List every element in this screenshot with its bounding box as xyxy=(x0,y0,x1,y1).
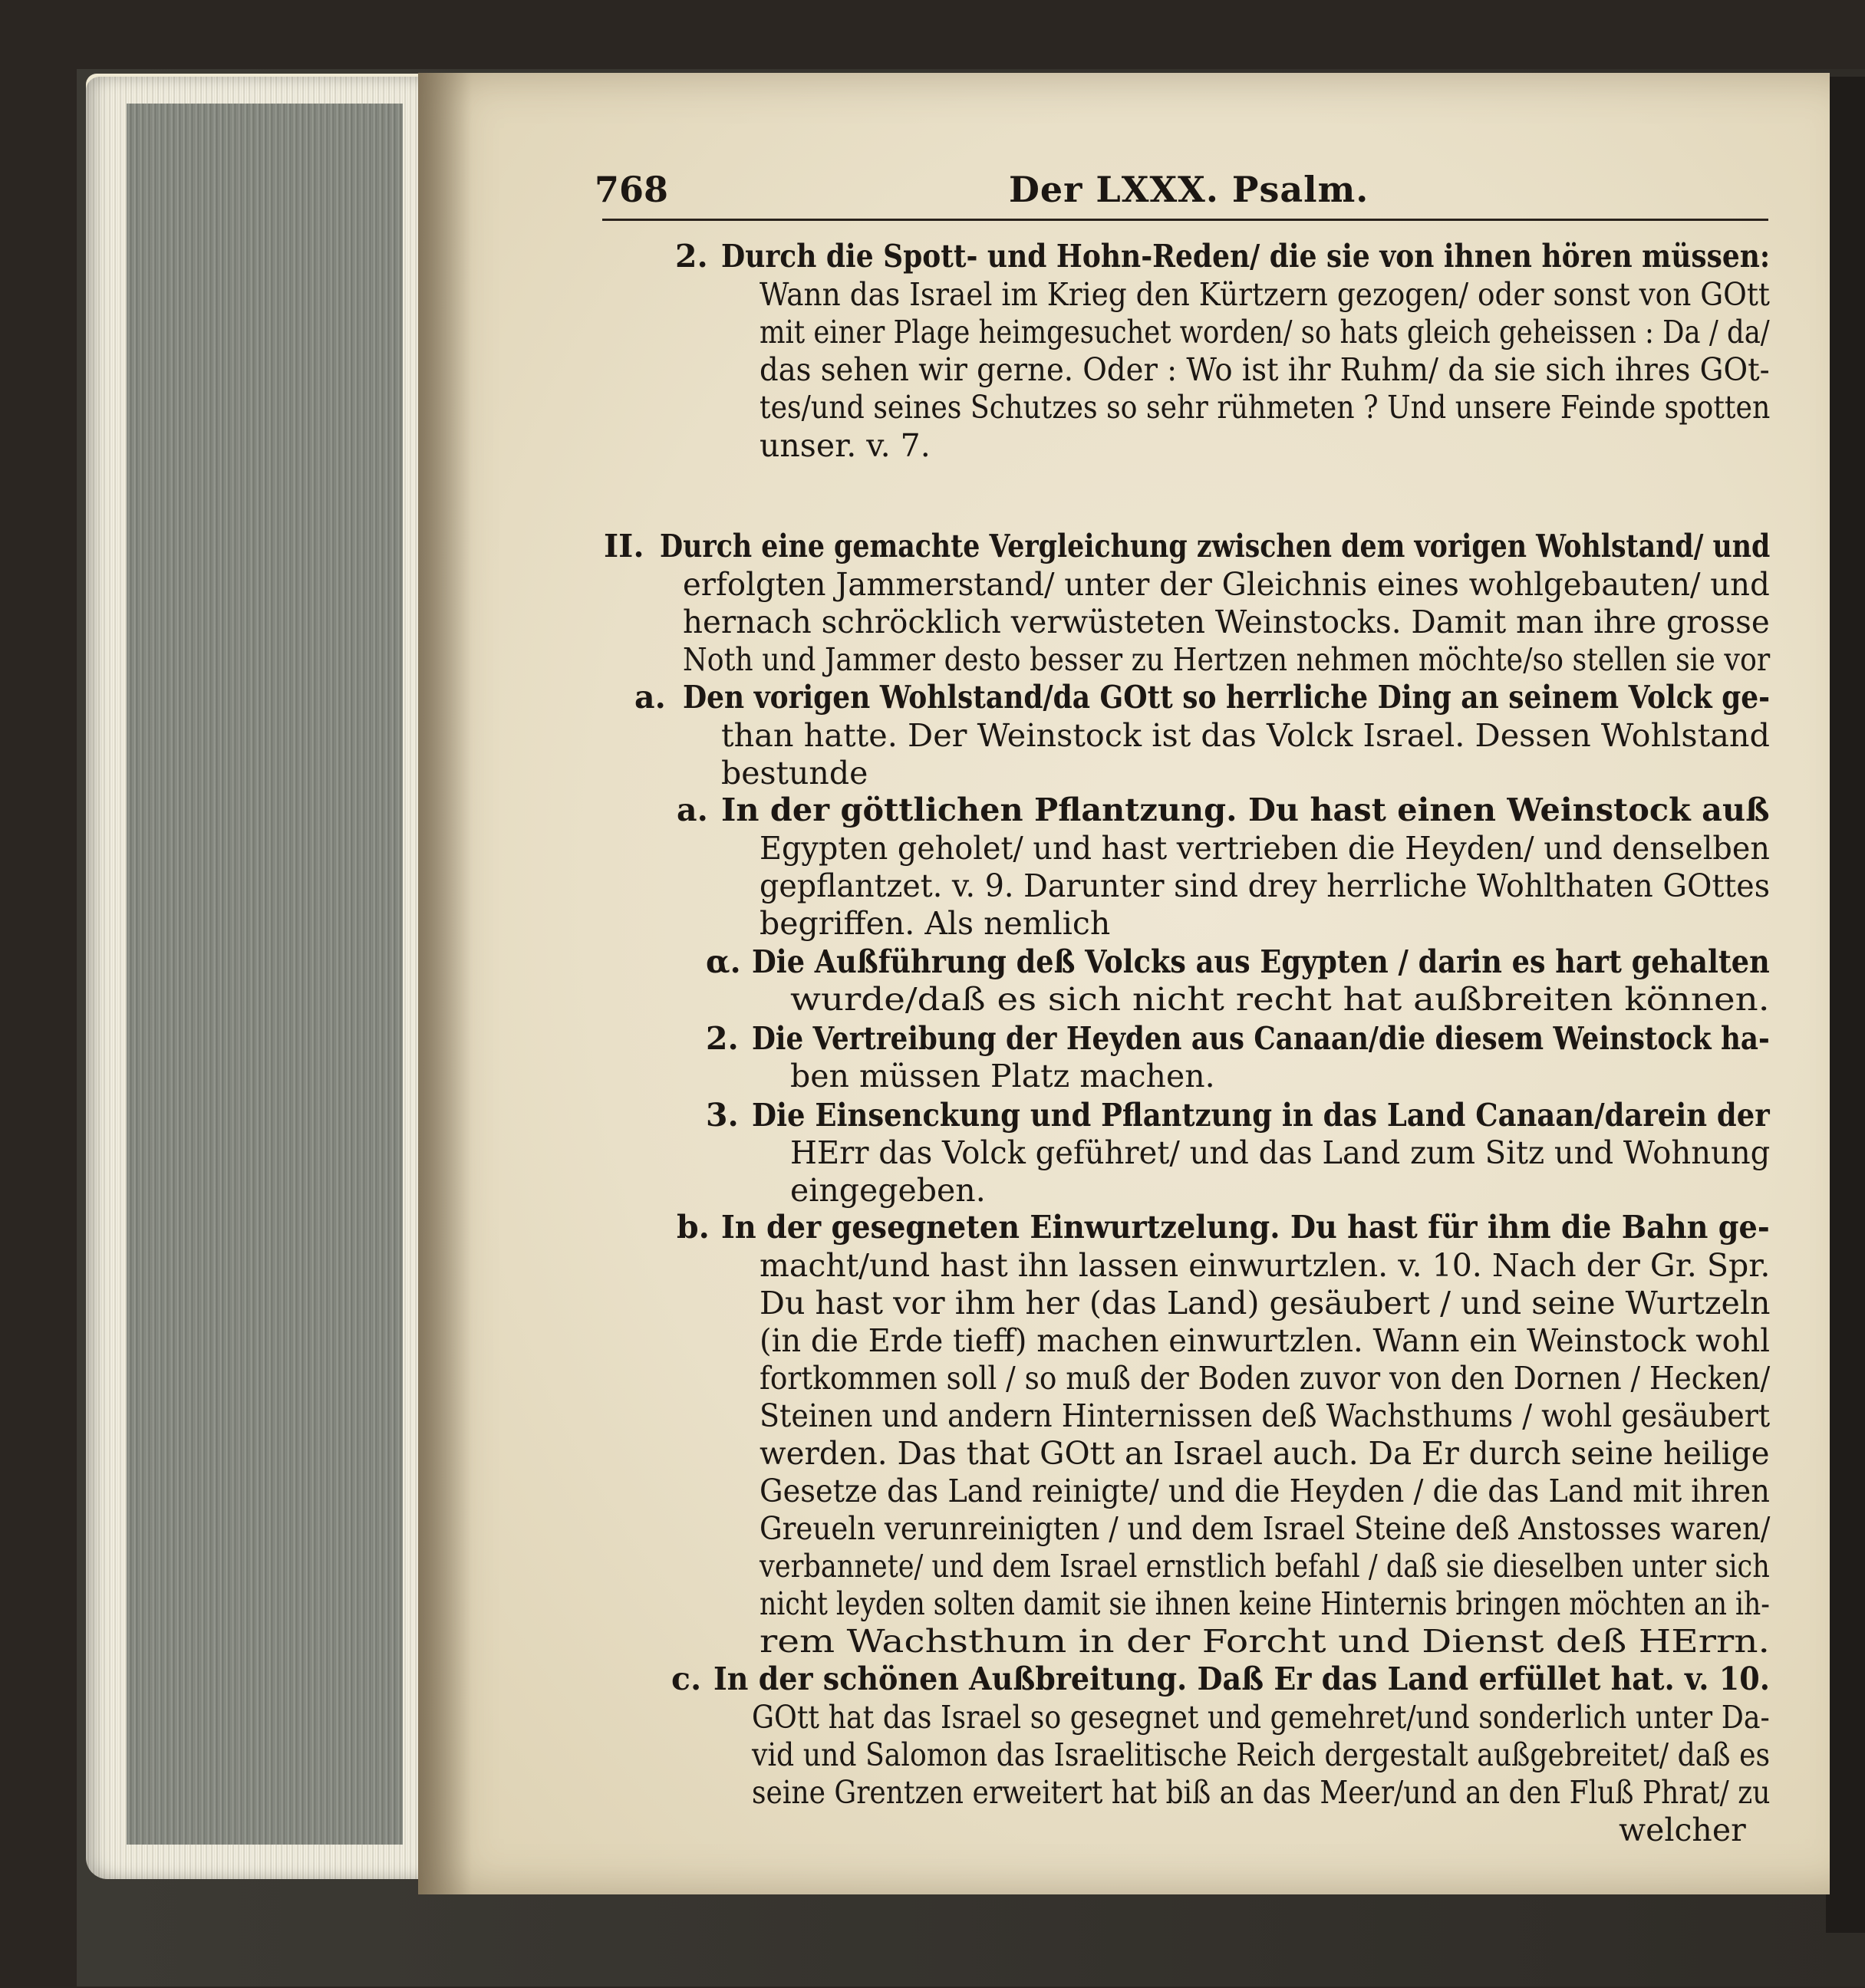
text-line: In der göttlichen Pflantzung. Du hast einen Weinstock auß xyxy=(721,792,1770,828)
text-line: Die Vertreibung der Heyden aus Canaan/die diesem Weinstock ha- xyxy=(752,1020,1770,1057)
header-rule xyxy=(602,219,1768,221)
text-line: Du hast vor ihm her (das Land) gesäubert / und seine Wurtzeln xyxy=(760,1285,1771,1321)
text-line: macht/und hast ihn lassen einwurtzlen. v. 10. Nach der Gr. Spr. xyxy=(760,1247,1771,1284)
text-line: werden. Das that GOtt an Israel auch. Da Er durch seine heilige xyxy=(760,1435,1770,1472)
text-line: gepflantzet. v. 9. Darunter sind drey herrliche Wohlthaten GOttes xyxy=(760,867,1771,904)
marker-b: b. xyxy=(677,1209,710,1246)
marker-c: c. xyxy=(671,1661,702,1697)
text-line: das sehen wir gerne. Oder : Wo ist ihr Ruhm/ da sie sich ihres GOt- xyxy=(760,351,1770,388)
text-line: tes/und seines Schutzes so sehr rühmeten ? Und unsere Feinde spotten xyxy=(760,389,1771,426)
page-number: 768 xyxy=(595,169,669,210)
marker-3-sub: 3. xyxy=(706,1097,739,1134)
text-line: Gesetze das Land reinigte/ und die Heyden / die das Land mit ihren xyxy=(760,1473,1770,1509)
text-line: bestunde xyxy=(721,755,868,792)
text-line: rem Wachsthum in der Forcht und Dienst deß HErrn. xyxy=(760,1623,1771,1660)
printed-page xyxy=(418,73,1830,1894)
text-line: Noth und Jammer desto besser zu Hertzen nehmen möchte/so stellen sie vor xyxy=(683,641,1771,678)
text-line: than hatte. Der Weinstock ist das Volck Israel. Dessen Wohlstand xyxy=(721,717,1771,754)
text-line: (in die Erde tieff) machen einwurtzlen. Wann ein Weinstock wohl xyxy=(760,1322,1771,1359)
text-line: Durch eine gemachte Vergleichung zwischen dem vorigen Wohlstand/ und xyxy=(660,528,1771,564)
text-line: eingegeben. xyxy=(790,1172,986,1209)
text-line: ben müssen Platz machen. xyxy=(790,1058,1215,1094)
text-line: fortkommen soll / so muß der Boden zuvor von den Dornen / Hecken/ xyxy=(760,1360,1771,1397)
text-line: In der schönen Außbreitung. Daß Er das Land erfüllet hat. v. 10. xyxy=(713,1661,1770,1697)
text-line: erfolgten Jammerstand/ unter der Gleichnis eines wohlgebauten/ und xyxy=(683,566,1770,603)
text-line: Egypten geholet/ und hast vertrieben die Heyden/ und denselben xyxy=(760,830,1770,867)
marker-2: 2. xyxy=(675,238,708,275)
text-line: Greueln verunreinigten / und dem Israel Steine deß Anstosses waren/ xyxy=(760,1510,1771,1547)
text-line: mit einer Plage heimgesuchet worden/ so hats gleich geheissen : Da / da/ xyxy=(760,314,1770,351)
text-line: Die Außführung deß Volcks aus Egypten / darin es hart gehalten xyxy=(752,943,1770,980)
text-line: wurde/daß es sich nicht recht hat außbreiten können. xyxy=(790,981,1770,1018)
running-title: Der LXXX. Psalm. xyxy=(1009,169,1369,210)
text-line: begriffen. Als nemlich xyxy=(760,905,1111,942)
text-line: In der gesegneten Einwurtzelung. Du hast für ihm die Bahn ge- xyxy=(721,1209,1770,1246)
text-line: Durch die Spott- und Hohn-Reden/ die sie von ihnen hören müssen: xyxy=(721,238,1771,275)
marker-2-sub: 2. xyxy=(706,1020,739,1057)
text-line: seine Grentzen erweitert hat biß an das Meer/und an den Fluß Phrat/ zu xyxy=(752,1774,1771,1811)
text-line: GOtt hat das Israel so gesegnet und gemehret/und sonderlich unter Da- xyxy=(752,1699,1770,1736)
text-line: nicht leyden solten damit sie ihnen keine Hinternis bringen möchten an ih- xyxy=(760,1585,1770,1622)
text-line: Die Einsenckung und Pflantzung in das Land Canaan/darein der xyxy=(752,1097,1770,1134)
marker-alpha: α. xyxy=(706,943,741,980)
marker-a-sub: a. xyxy=(677,792,708,828)
text-line: unser. v. 7. xyxy=(760,427,931,464)
text-line: Steinen und andern Hinternissen deß Wachsthums / wohl gesäubert xyxy=(760,1397,1771,1434)
text-line: Wann das Israel im Krieg den Kürtzern gezogen/ oder sonst von GOtt xyxy=(760,276,1770,313)
text-line: Den vorigen Wohlstand/da GOtt so herrliche Ding an seinem Volck ge- xyxy=(683,679,1771,716)
text-line: verbannete/ und dem Israel ernstlich befahl / daß sie dieselben unter sich xyxy=(760,1548,1770,1585)
book-cover-edge xyxy=(1826,77,1865,1933)
text-line: vid und Salomon das Israelitische Reich dergestalt außgebreitet/ daß es xyxy=(752,1736,1771,1773)
text-line: HErr das Volck geführet/ und das Land zum Sitz und Wohnung xyxy=(790,1134,1771,1171)
page-text xyxy=(418,73,1830,1894)
page-block-shadow xyxy=(127,104,403,1845)
catchword: welcher xyxy=(1619,1812,1746,1848)
text-line: hernach schröcklich verwüsteten Weinstocks. Damit man ihre grosse xyxy=(683,604,1770,640)
marker-II: II. xyxy=(604,528,644,564)
marker-a: a. xyxy=(634,679,666,716)
